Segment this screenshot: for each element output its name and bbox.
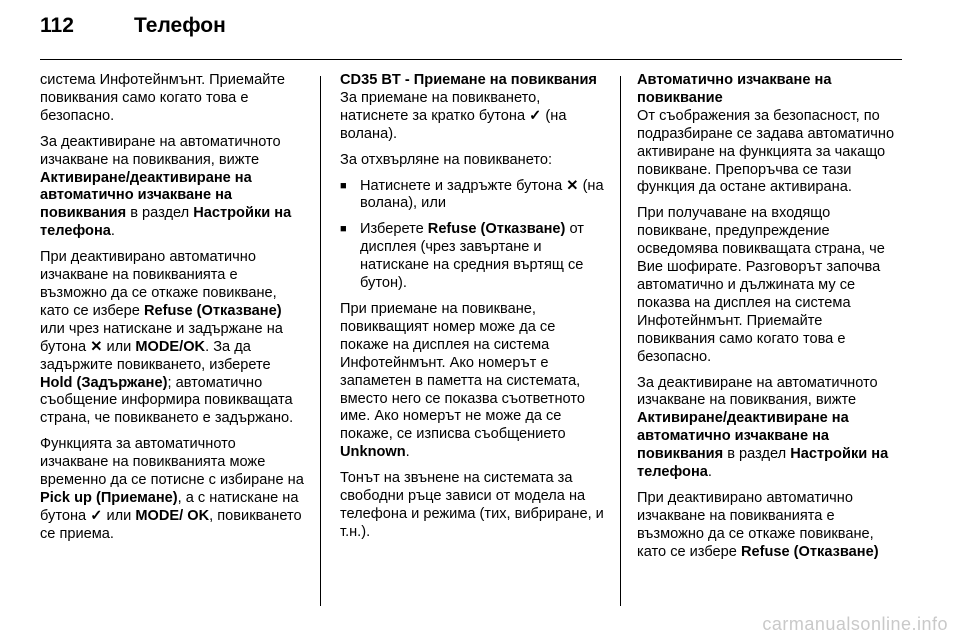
button-name: MODE/OK [135, 338, 206, 355]
paragraph: За приемане на повикването, натиснете за кратко бутона ✓ (на волана). [340, 89, 567, 142]
list-item: ■ Натиснете и задръжте бутона ✕ (на волана), или [340, 178, 606, 214]
column-2 [340, 72, 606, 550]
paragraph: За отхвърляне на повикването: [340, 151, 553, 168]
cross-reference: Настройки на телефона [637, 446, 889, 481]
paragraph: При деактивирано автоматично изчакване на повикванията е възможно да се откаже повикване, като се избере Refuse (Отказване) или чрез натискане и задържане на бутона ✕ или MODE/OK. За да задържите повикването, изберете Hold (Задържане); автоматично съобщение информира повикващата страна, че повикването е задържано. [40, 249, 294, 427]
paragraph: Тонът на звънене на системата за свободни ръце зависи от модела на телефона и режима (тих, вибриране, и т.н.). [340, 470, 604, 540]
menu-option: Refuse (Отказване) [143, 302, 282, 319]
paragraph: От съображения за безопасност, по подразбиране се задава автоматично активиране на функцията за чакащо повикване. Препоръчва се тази функция да остане активирана. [637, 107, 895, 196]
column-divider-1 [320, 76, 321, 606]
menu-option: Hold (Задържане) [40, 374, 168, 391]
menu-option: Refuse (Отказване) [427, 221, 566, 238]
paragraph: За деактивиране на автоматичното изчакване на повиквания, вижте Активиране/деактивиране на автоматично изчакване на повиквания в раздел Настройки на телефона. [637, 374, 889, 481]
paragraph: Функцията за автоматичното изчакване на повикванията може временно да се потисне с избиране на Pick up (Приемане), а с натискане на бутона ✓ или MODE/ OK, повикването се приема. [40, 436, 304, 542]
reject-call-icon: ✕ [566, 177, 579, 194]
paragraph: При приемане на повикване, повикващият номер може да се покаже на дисплея на система Инфотейнмънт. Ако номерът е запаметен в паметта на системата, вместо него се показва съответното име. Ако номерът не може да се покаже, се изписва съобщението Unknown. [340, 300, 585, 461]
paragraph: За деактивиране на автоматичното изчакване на повиквания, вижте Активиране/деактивиране на автоматично изчакване на повиквания в раздел Настройки на телефона. [40, 133, 292, 240]
cross-reference: Настройки на телефона [40, 205, 292, 240]
answer-call-icon: ✓ [90, 507, 103, 524]
cross-reference: Активиране/деактивиране на автоматично изчакване на повиквания [40, 169, 252, 222]
section-heading: CD35 BT - Приемане на повиквания [340, 72, 597, 88]
column-3 [637, 72, 903, 570]
column-divider-2 [620, 76, 621, 606]
section-heading: Автоматично изчакване на повиквание [637, 72, 832, 106]
paragraph: При получаване на входящо повикване, предупреждение осведомява повикващата страна, че Вие шофирате. Разговорът започва автоматично и дължината му се показва на дисплея на система Инфотейнмънт. Приемайте повиквания само когато това е безопасно. [637, 205, 885, 365]
page-title: Телефон [134, 14, 226, 37]
paragraph: система Инфотейнмънт. Приемайте повиквания само когато това е безопасно. [40, 72, 285, 124]
header-rule [40, 59, 902, 60]
answer-call-icon: ✓ [529, 107, 542, 124]
page-number: 112 [40, 14, 74, 37]
reject-call-icon: ✕ [90, 338, 103, 355]
menu-option: Refuse (Отказване) [740, 543, 879, 560]
button-name: MODE/ OK [135, 507, 210, 524]
watermark: carmanualsonline.info [762, 614, 948, 634]
paragraph: При деактивирано автоматично изчакване на повикванията е възможно да се откаже повикване, като се избере Refuse (Отказване) [637, 489, 879, 560]
display-message: Unknown [340, 444, 406, 461]
column-1 [40, 72, 306, 552]
list-item: ■ Изберете Refuse (Отказване) от дисплея (чрез завъртане и натискане на средния въртящ се бутон). [340, 221, 606, 293]
menu-option: Pick up (Приемане) [40, 489, 178, 506]
cross-reference: Активиране/деактивиране на автоматично изчакване на повиквания [637, 410, 849, 463]
bullet-list [340, 178, 606, 293]
